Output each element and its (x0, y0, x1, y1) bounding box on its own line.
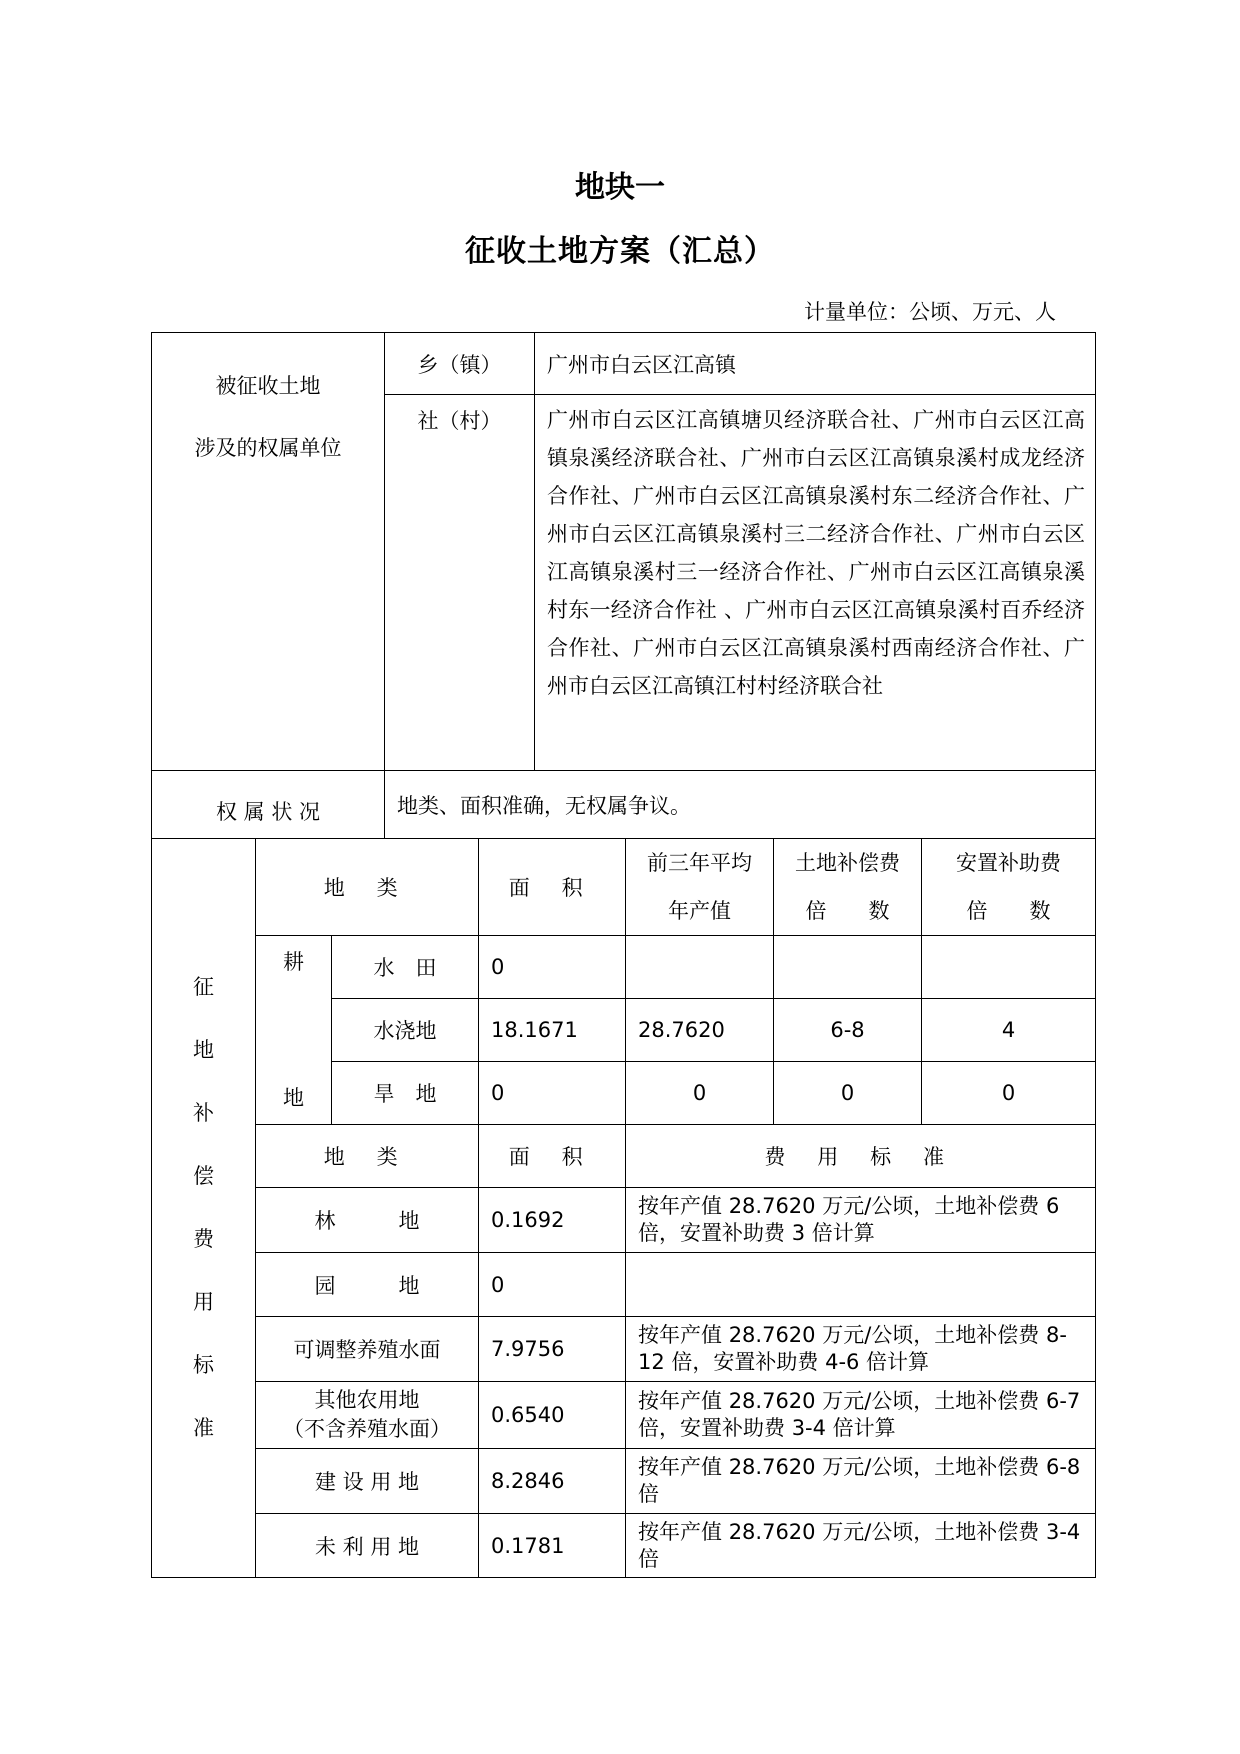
side-char: 地 (193, 1038, 214, 1062)
other-row-type (256, 1382, 479, 1449)
other-row-type: 未 利 用 地 (256, 1514, 479, 1578)
other-row-standard: 按年产值 28.7620 万元/公顷，土地补偿费 6 倍，安置补助费 3 倍计算 (626, 1188, 1096, 1253)
farm-row-avg (626, 936, 774, 999)
other-row-type-line1: 其他农用地 (314, 1388, 420, 1412)
farm-row-resettle (922, 936, 1096, 999)
farm-header-land-comp-line2: 倍 数 (805, 899, 890, 923)
farm-row-land-comp: 6-8 (774, 999, 922, 1062)
status-value: 地类、面积准确，无权属争议。 (385, 771, 1096, 839)
other-header-land-type: 地 类 (256, 1125, 479, 1188)
town-label: 乡（镇） (385, 333, 535, 395)
farm-row-area: 0 (479, 936, 626, 999)
other-row-type: 建 设 用 地 (256, 1449, 479, 1514)
farm-header-area: 面 积 (479, 839, 626, 936)
farm-row-type: 旱 地 (332, 1062, 479, 1125)
other-row-area: 7.9756 (479, 1317, 626, 1382)
other-row-area: 0 (479, 1253, 626, 1317)
farm-group-top: 耕 (283, 950, 304, 974)
farm-row-type: 水 田 (332, 936, 479, 999)
farm-header-land-comp-line1: 土地补偿费 (795, 851, 901, 875)
farm-row-avg: 0 (626, 1062, 774, 1125)
page-subtitle: 征收土地方案（汇总） (465, 234, 775, 269)
farm-row-area: 0 (479, 1062, 626, 1125)
page-title: 地块一 (575, 170, 665, 205)
land-expropriation-table (151, 332, 1096, 1578)
farm-header-land-comp (774, 839, 922, 936)
town-value: 广州市白云区江高镇 (535, 333, 1096, 395)
farm-group-label (256, 936, 332, 1125)
farm-header-land-type: 地 类 (256, 839, 479, 936)
other-row-standard: 按年产值 28.7620 万元/公顷，土地补偿费 8-12 倍，安置补助费 4-6 倍计算 (626, 1317, 1096, 1382)
ownership-label-line1: 被征收土地 (215, 374, 321, 398)
farm-row-land-comp (774, 936, 922, 999)
side-char: 标 (193, 1353, 214, 1377)
status-label: 权 属 状 况 (152, 771, 385, 839)
other-row-type: 可调整养殖水面 (256, 1317, 479, 1382)
farm-row-resettle: 4 (922, 999, 1096, 1062)
other-row-area: 0.1692 (479, 1188, 626, 1253)
farm-header-resettle-line2: 倍 数 (966, 899, 1051, 923)
other-row-type-line2: （不含养殖水面） (283, 1417, 451, 1441)
side-char: 费 (193, 1227, 214, 1251)
ownership-label-line2: 涉及的权属单位 (194, 436, 342, 460)
unit-note: 计量单位：公顷、万元、人 (804, 300, 1056, 324)
other-header-area: 面 积 (479, 1125, 626, 1188)
other-row-standard (626, 1253, 1096, 1317)
other-row-standard: 按年产值 28.7620 万元/公顷，土地补偿费 3-4 倍 (626, 1514, 1096, 1578)
side-char: 准 (193, 1416, 214, 1440)
village-label: 社（村） (385, 395, 535, 771)
village-value: 广州市白云区江高镇塘贝经济联合社、广州市白云区江高镇泉溪经济联合社、广州市白云区江高镇泉溪村成龙经济合作社、广州市白云区江高镇泉溪村东二经济合作社、广州市白云区江高镇泉溪村三二经济合作社、广州市白云区江高镇泉溪村三一经济合作社、广州市白云区江高镇泉溪村东一经济合作社 、广州市白云区江高镇泉溪村百乔经济合作社、广州市白云区江高镇泉溪村西南经济合作社、广州市白云区江高镇江村村经济联合社 (535, 395, 1096, 771)
side-char: 征 (193, 975, 214, 999)
other-row-standard: 按年产值 28.7620 万元/公顷，土地补偿费 6-7 倍，安置补助费 3-4 倍计算 (626, 1382, 1096, 1449)
farm-row-type: 水浇地 (332, 999, 479, 1062)
farm-row-land-comp: 0 (774, 1062, 922, 1125)
other-row-type: 林 地 (256, 1188, 479, 1253)
farm-header-resettle (922, 839, 1096, 936)
compensation-side-label (152, 839, 256, 1578)
other-header-standard: 费 用 标 准 (626, 1125, 1096, 1188)
other-row-area: 0.1781 (479, 1514, 626, 1578)
side-char: 补 (193, 1101, 214, 1125)
farm-header-avg-line1: 前三年平均 (647, 851, 753, 875)
farm-row-resettle: 0 (922, 1062, 1096, 1125)
farm-row-area: 18.1671 (479, 999, 626, 1062)
other-row-area: 0.6540 (479, 1382, 626, 1449)
other-row-standard: 按年产值 28.7620 万元/公顷，土地补偿费 6-8 倍 (626, 1449, 1096, 1514)
side-char: 偿 (193, 1164, 214, 1188)
ownership-label (152, 333, 385, 771)
side-char: 用 (193, 1290, 214, 1314)
farm-header-resettle-line1: 安置补助费 (956, 851, 1062, 875)
other-row-area: 8.2846 (479, 1449, 626, 1514)
farm-row-avg: 28.7620 (626, 999, 774, 1062)
other-row-type: 园 地 (256, 1253, 479, 1317)
farm-header-avg-output (626, 839, 774, 936)
farm-header-avg-line2: 年产值 (668, 899, 732, 923)
farm-group-bottom: 地 (283, 1086, 304, 1110)
